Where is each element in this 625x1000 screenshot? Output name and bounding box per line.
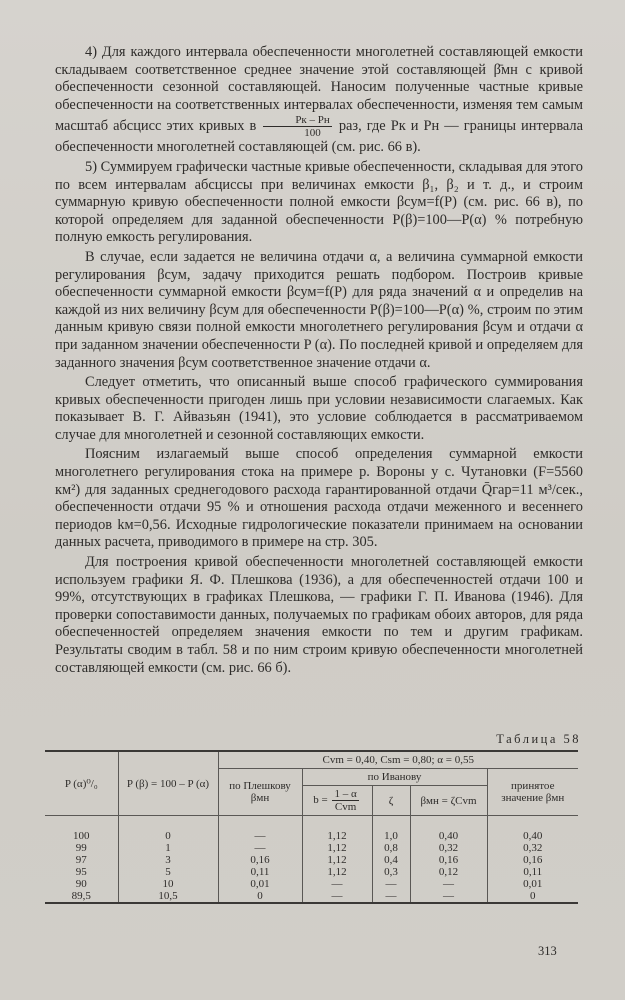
table-cell: 3 — [118, 854, 218, 866]
table-cell: 0,4 — [372, 854, 410, 866]
table-cell: 0,01 — [218, 878, 302, 890]
header-zeta: ζ — [372, 786, 410, 816]
table-cell: 0,01 — [487, 878, 578, 890]
header-pleshkov: по Плешкову βмн — [218, 769, 302, 816]
table-row — [45, 878, 578, 890]
fraction-pk-pn: $\frac{Pк - Pн}{100}$ — [263, 114, 331, 139]
table-cell: — — [372, 878, 410, 890]
table-cell: 0 — [118, 830, 218, 842]
table-cell: 0 — [487, 890, 578, 903]
table-row — [45, 890, 578, 903]
table-cell: 0,11 — [218, 866, 302, 878]
table-cell: — — [218, 830, 302, 842]
table-cell: 0,11 — [487, 866, 578, 878]
table-cell: 95 — [45, 866, 118, 878]
table-cell: 0,16 — [218, 854, 302, 866]
table-cell: 10 — [118, 878, 218, 890]
table-cell: 100 — [45, 830, 118, 842]
body-text — [55, 44, 583, 679]
table-cell: 90 — [45, 878, 118, 890]
table-cell: 0,3 — [372, 866, 410, 878]
table-cell: 0,16 — [410, 854, 487, 866]
table-cell: — — [302, 890, 372, 903]
table-cell: 97 — [45, 854, 118, 866]
header-params: Cvm = 0,40, Csm = 0,80; α = 0,55 — [218, 751, 578, 769]
table-cell: 10,5 — [118, 890, 218, 903]
header-beta-mn: βмн = ζCvm — [410, 786, 487, 816]
header-b: b = $\frac{1 - \alpha}{\text{Cvm}}$ — [302, 786, 372, 816]
header-p-alpha: P (α)⁰/₀ — [45, 751, 118, 816]
table-cell: 1,12 — [302, 866, 372, 878]
table-cell: 1,12 — [302, 830, 372, 842]
table-row — [45, 830, 578, 842]
page-number: 313 — [538, 944, 557, 958]
table-cell: 0,12 — [410, 866, 487, 878]
table-cell: 0,8 — [372, 842, 410, 854]
table-cell: 1,12 — [302, 854, 372, 866]
table-row — [45, 854, 578, 866]
table-cell: 0,40 — [487, 830, 578, 842]
table-caption: Таблица 58 — [496, 732, 581, 746]
header-p-beta: P (β) = 100 – P (α) — [118, 751, 218, 816]
paragraph-5: 5) Суммируем графически частные кривые обеспеченности, складывая для этого по всем интервалам абсциссы при величинах емкости β₁, β₂ и т. д., и строим суммарную кривую обеспеченности полной емкости βсум=f(P) (см. рис. 66 в), по которой определяем для заданной обеспеченности P(β)=100—P(α) % потребную полную емкость регулирования. — [55, 158, 583, 246]
data-table — [45, 750, 578, 904]
table-cell: 0,40 — [410, 830, 487, 842]
paragraph-8: Поясним излагаемый выше способ определения суммарной емкости многолетнего регулирования стока на примере р. Вороны у с. Чутановки (F=5560 км²) для заданных среднегодового расхода гарантированной отдачи Q̄гар=11 м³/сек., обеспеченности отдачи 95 % и отношения расхода отдачи меженного и весеннего периодов kм=0,56. Исходные гидрологические показатели принимаем на основании данных расчета, приводимого в примере на стр. 305. — [55, 446, 583, 551]
table-cell: — — [410, 890, 487, 903]
table-cell: 0 — [218, 890, 302, 903]
paragraph-4: 4) Для каждого интервала обеспеченности многолетней составляющей емкости складываем соответственное среднее значение этой составляющей β̄мн с кривой обеспеченности сезонной составляющей. Наносим полученные частные кривые обеспеченности на соответственных интервалах обеспеченности, изменяя тем самым масштаб абсцисс этих кривых в $\frac{Pк - Pн}{100}$ раз, где Pк и Pн — границы интервала обеспеченности многолетней составляющей (см. рис. 66 в). — [55, 44, 584, 156]
paragraph-7: Следует отметить, что описанный выше способ графического суммирования кривых обеспеченности пригоден лишь при условии независимости слагаемых. Как показывает В. Г. Айвазьян (1941), это условие соблюдается в рассматриваемом случае для многолетней и сезонной составляющих емкости. — [55, 374, 583, 443]
table-cell: — — [372, 890, 410, 903]
table-cell: 1,12 — [302, 842, 372, 854]
table-cell: — — [218, 842, 302, 854]
table-row — [45, 842, 578, 854]
table-row — [45, 866, 578, 878]
header-ivanov: по Иванову — [302, 769, 487, 786]
header-accepted: принятое значение βмн — [487, 769, 578, 816]
table-cell: 0,32 — [410, 842, 487, 854]
table-cell: — — [410, 878, 487, 890]
table-cell: 89,5 — [45, 890, 118, 903]
table-cell: 5 — [118, 866, 218, 878]
table-cell: 0,16 — [487, 854, 578, 866]
table-cell: 99 — [45, 842, 118, 854]
table-cell: 1,0 — [372, 830, 410, 842]
table-cell: 0,32 — [487, 842, 578, 854]
paragraph-6: В случае, если задается не величина отдачи α, а величина суммарной емкости регулирования βсум, задачу приходится решать подбором. Построив кривые обеспеченности суммарной емкости βсум=f(P) для ряда значений α и определив на каждой из них величину βсум для обеспеченности P(β)=100—P(α) %, строим по этим данным кривую связи полной емкости многолетнего регулирования βсум и отдачи α при заданном значении обеспеченности P (α). По последней кривой и определяем для заданного значения βсум соответственное значение отдачи α. — [55, 248, 583, 371]
table-cell: 1 — [118, 842, 218, 854]
table-cell: — — [302, 878, 372, 890]
paragraph-9: Для построения кривой обеспеченности многолетней составляющей емкости используем графики Я. Ф. Плешкова (1936), а для обеспеченностей отдачи 100 и 99%, отсутствующих в графиках Плешкова, — графики Г. П. Иванова (1946). Для проверки сопоставимости данных, получаемых по графикам обоих авторов, для ряда обеспеченностей определяем значения емкости по тем и другим графикам. Результаты сводим в табл. 58 и по ним строим кривую обеспеченности многолетней составляющей емкости (см. рис. 66 б). — [55, 554, 583, 676]
